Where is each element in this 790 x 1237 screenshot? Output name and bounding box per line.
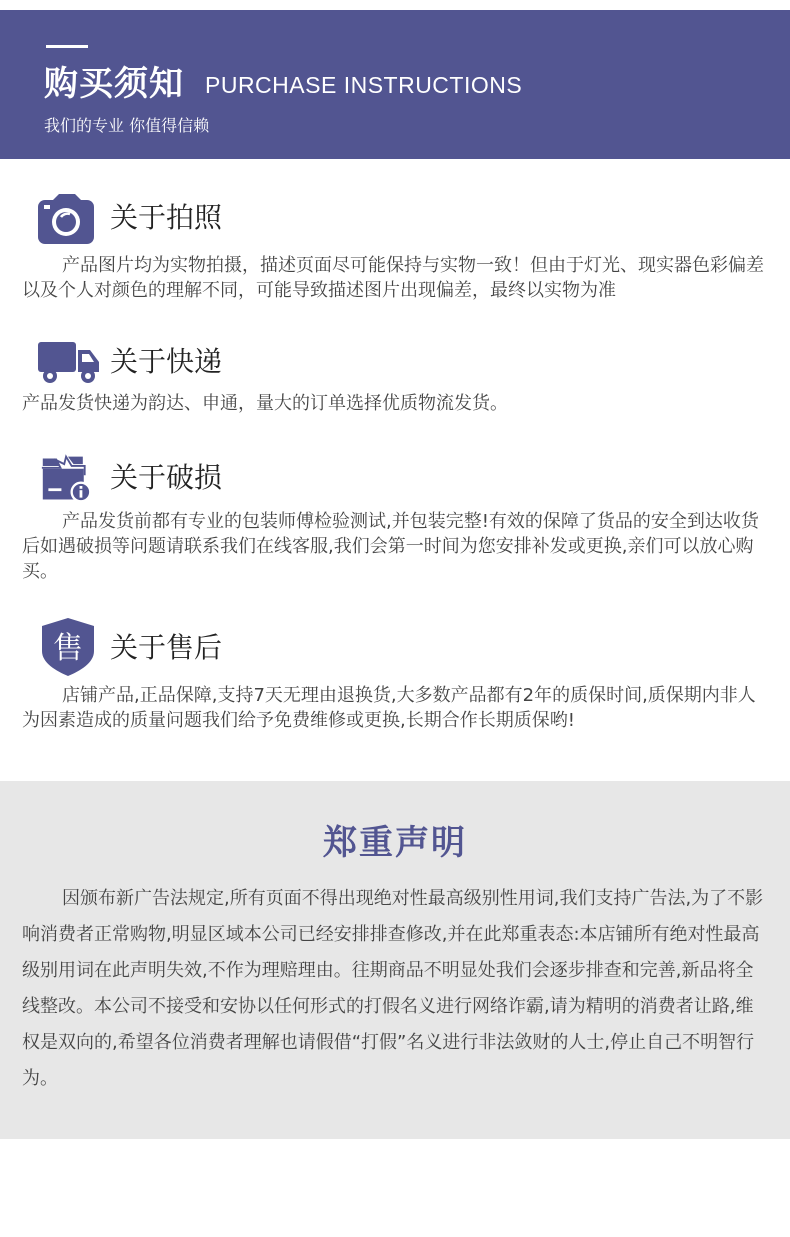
notice-panel xyxy=(0,781,790,1139)
shield-glyph: 售 xyxy=(53,631,83,666)
header-accent-line xyxy=(46,45,88,48)
section-heading: 关于快递 xyxy=(110,345,223,378)
delivery-truck-icon xyxy=(37,338,101,386)
section-heading: 关于破损 xyxy=(110,461,223,494)
section-heading: 关于拍照 xyxy=(110,201,223,234)
section-text: 店铺产品,正品保障,支持7天无理由退换货,大多数产品都有2年的质保时间,质保期内非人为因素造成的质量问题我们给予免费维修或更换,长期合作长期质保哟! xyxy=(22,685,756,731)
page-title-english: PURCHASE INSTRUCTIONS xyxy=(205,72,523,98)
notice-title: 郑重声明 xyxy=(323,823,467,863)
header-banner xyxy=(0,10,790,159)
section-text: 产品发货快递为韵达、申通，量大的订单选择优质物流发货。 xyxy=(22,393,508,414)
section-text: 产品图片均为实物拍摄，描述页面尽可能保持与实物一致！但由于灯光、现实器色彩偏差以及个人对颜色的理解不同，可能导致描述图片出现偏差，最终以实物为准 xyxy=(22,255,764,301)
after-sales-shield-icon xyxy=(40,617,96,677)
page-subtitle: 我们的专业 你值得信赖 xyxy=(44,116,210,135)
camera-icon xyxy=(37,192,95,248)
damaged-box-icon xyxy=(40,454,94,504)
section-text: 产品发货前都有专业的包装师傅检验测试,并包装完整!有效的保障了货品的安全到达收货后如遇破损等问题请联系我们在线客服,我们会第一时间为您安排补发或更换,亲们可以放心购买。 xyxy=(22,511,759,582)
notice-text: 因颁布新广告法规定,所有页面不得出现绝对性最高级别性用词,我们支持广告法,为了不影响消费者正常购物,明显区域本公司已经安排排查修改,并在此郑重表态:本店铺所有绝对性最高级别用词在此声明失效,不作为理赔理由。往期商品不明显处我们会逐步排查和完善,新品将全线整改。本公司不接受和安协以任何形式的打假名义进行网络诈霸,请为精明的消费者让路,维权是双向的,希望各位消费者理解也请假借“打假”名义进行非法敛财的人士,停止自己不明智行为。 xyxy=(22,888,764,1089)
page-title: 购买须知 xyxy=(44,64,184,104)
section-heading: 关于售后 xyxy=(110,631,223,664)
